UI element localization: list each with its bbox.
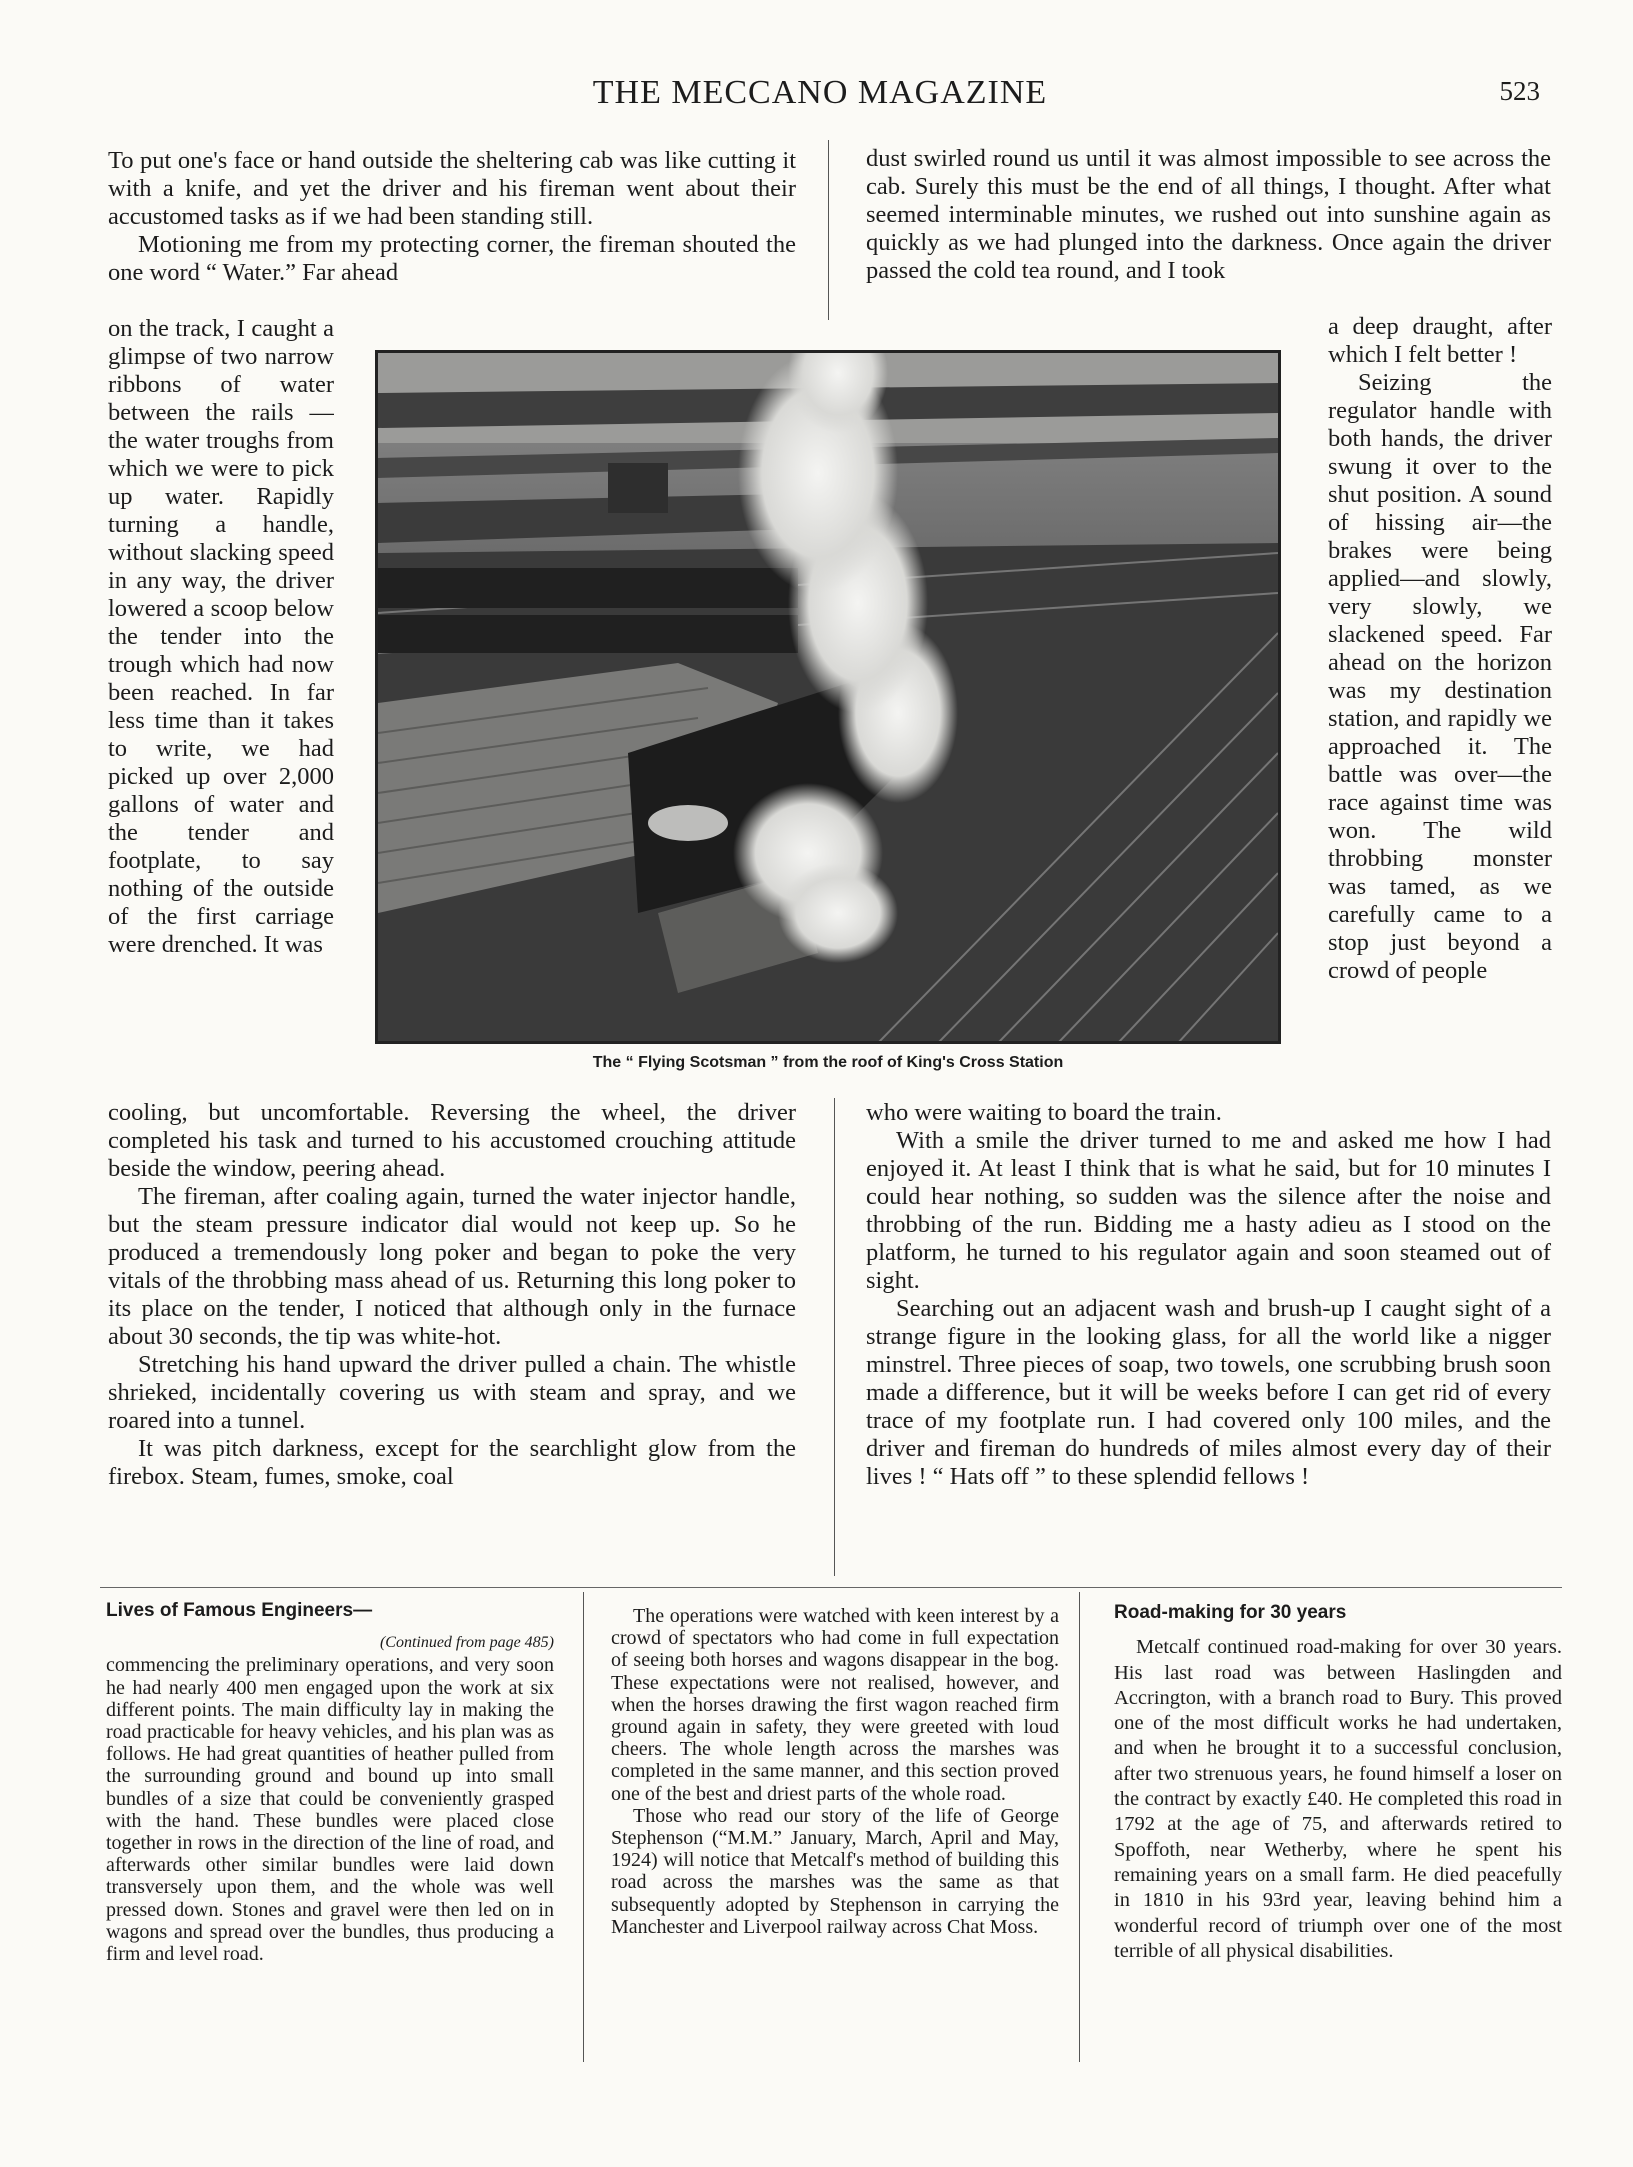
column-2-top [866, 145, 1551, 285]
paragraph: The operations were watched with keen interest by a crowd of spectators who had come in full expectation of seeing both horses and wagons disappear in the bog. These expectations were not realised, however, and when the horses drawing the first wagon reached firm ground again in safety, they were greeted with loud cheers. The whole length across the marshes was completed in the same manner, and this section proved one of the best and driest parts of the whole road. [611, 1605, 1059, 1805]
page-number: 523 [1499, 76, 1540, 106]
paragraph: The fireman, after coaling again, turned the water injector handle, but the steam pressure indicator dial would not keep up. So he produced a tremendously long poker and began to poke the very vitals of the throbbing mass ahead of us. Returning this long poker to its place on the tender, I noticed that although only in the furnace about 30 seconds, the tip was white-hot. [108, 1183, 796, 1350]
paragraph: Stretching his hand upward the driver pulled a chain. The whistle shrieked, incidentally covering us with steam and spray, and we roared into a tunnel. [108, 1351, 796, 1434]
section-heading: Lives of Famous Engineers— [106, 1600, 373, 1621]
paragraph: To put one's face or hand outside the sheltering cab was like cutting it with a knife, and yet the driver and his fireman went about their accustomed tasks as if we had been standing still. [108, 147, 796, 230]
paragraph: Motioning me from my protecting corner, the fireman shouted the one word “ Water.” Far ahead [108, 231, 796, 286]
magazine-title: THE MECCANO MAGAZINE [592, 74, 1048, 111]
paragraph: With a smile the driver turned to me and asked me how I had enjoyed it. At least I think that is what he said, but for 10 minutes I could hear nothing, so sudden was the silence after the noise and throbbing of the run. Bidding me a hasty adieu as I stood on the platform, he turned to his regulator again and soon steamed out of sight. [866, 1127, 1551, 1294]
paragraph: dust swirled round us until it was almost impossible to see across the cab. Surely this must be the end of all things, I thought. After what seemed interminable minutes, we rushed out into sunshine again as quickly as we had plunged into the darkness. Once again the driver passed the cold tea round, and I took [866, 145, 1551, 284]
section-heading: Road-making for 30 years [1114, 1602, 1347, 1623]
page-header [100, 68, 1540, 114]
bottom-middle-column [611, 1605, 1059, 1938]
bottom-right-column [1114, 1600, 1562, 1964]
column-divider [828, 140, 829, 320]
column-divider [583, 1592, 584, 2062]
photo-illustration [378, 353, 1278, 1041]
column-divider [834, 1098, 835, 1576]
paragraph: Searching out an adjacent wash and brush-up I caught sight of a strange figure in the looking glass, for all the world like a nigger minstrel. Three pieces of soap, two towels, one scrubbing brush soon made a difference, but it will be weeks before I can get rid of every trace of my footplate run. I had covered only 100 miles, and the driver and fireman do hundreds of miles almost every day of their lives ! “ Hats off ” to these splendid fellows ! [866, 1295, 1551, 1490]
column-1-bottom [108, 1099, 796, 1491]
paragraph: commencing the preliminary operations, and very soon he had nearly 400 men engaged upon the work at six different points. The main difficulty lay in making the road practicable for heavy vehicles, and his plan was as follows. He had great quantities of heather pulled from the surrounding ground and bound up into small bundles of a size that could be conveniently grasped with the hand. These bundles were placed close together in rows in the direction of the line of road, and afterwards other similar bundles were laid down transversely upon them, and the whole was well pressed down. Stones and gravel were then led on in wagons and spread over the bundles, thus producing a firm and level road. [106, 1654, 554, 1966]
bottom-left-column [106, 1600, 554, 1965]
paragraph: on the track, I caught a glimpse of two narrow ribbons of water between the rails —the water troughs from which we were to pick up water. Rapidly turning a handle, without slacking speed in any way, the driver lowered a scoop below the tender into the trough which had now been reached. In far less time than it takes to write, we had picked up over 2,000 gallons of water and the tender and footplate, to say nothing of the outside of the first carriage were drenched. It was [108, 315, 334, 958]
flying-scotsman-photo [375, 350, 1281, 1044]
paragraph: who were waiting to board the train. [866, 1099, 1222, 1126]
photo-caption: The “ Flying Scotsman ” from the roof of King's Cross Station [592, 1054, 1064, 1071]
column-1-wrap [108, 315, 334, 1097]
continued-note: (Continued from page 485) [379, 1634, 554, 1652]
paragraph: cooling, but uncomfortable. Reversing the wheel, the driver completed his task and turned to his accustomed crouching attitude beside the window, peering ahead. [108, 1099, 796, 1182]
column-divider [1079, 1592, 1080, 2062]
column-1-top [108, 147, 796, 287]
paragraph: Seizing the regulator handle with both hands, the driver swung it over to the shut position. A sound of hissing air—the brakes were being applied—and slowly, very slowly, we slackened speed. Far ahead on the horizon was my destination station, and rapidly we approached it. The battle was over—the race against time was won. The wild throbbing monster was tamed, as we carefully came to a stop just beyond a crowd of people [1328, 369, 1552, 984]
paragraph: Those who read our story of the life of George Stephenson (“M.M.” January, March, April and May, 1924) will notice that Metcalf's method of building this road across the marshes was the same as that subsequently adopted by Stephenson in carrying the Manchester and Liverpool railway across Chat Moss. [611, 1804, 1059, 1938]
paragraph: a deep draught, after which I felt better ! [1328, 313, 1552, 368]
paragraph: It was pitch darkness, except for the searchlight glow from the firebox. Steam, fumes, smoke, coal [108, 1435, 796, 1490]
column-2-wrap [1328, 313, 1552, 1097]
column-2-bottom [866, 1099, 1551, 1491]
section-divider [100, 1587, 1562, 1588]
paragraph: Metcalf continued road-making for over 30 years. His last road was between Haslingden and Accrington, with a branch road to Bury. This proved one of the most difficult works he had undertaken, and when he brought it to a successful conclusion, after two strenuous years, he found himself a loser on the contract by exactly £40. He completed this road in 1792 at the age of 75, and afterwards retired to Spoffoth, near Wetherby, where he spent his remaining years on a small farm. He died peacefully in 1810 in his 93rd year, leaving behind him a wonderful record of triumph over one of the most terrible of all physical disabilities. [1114, 1636, 1562, 1962]
